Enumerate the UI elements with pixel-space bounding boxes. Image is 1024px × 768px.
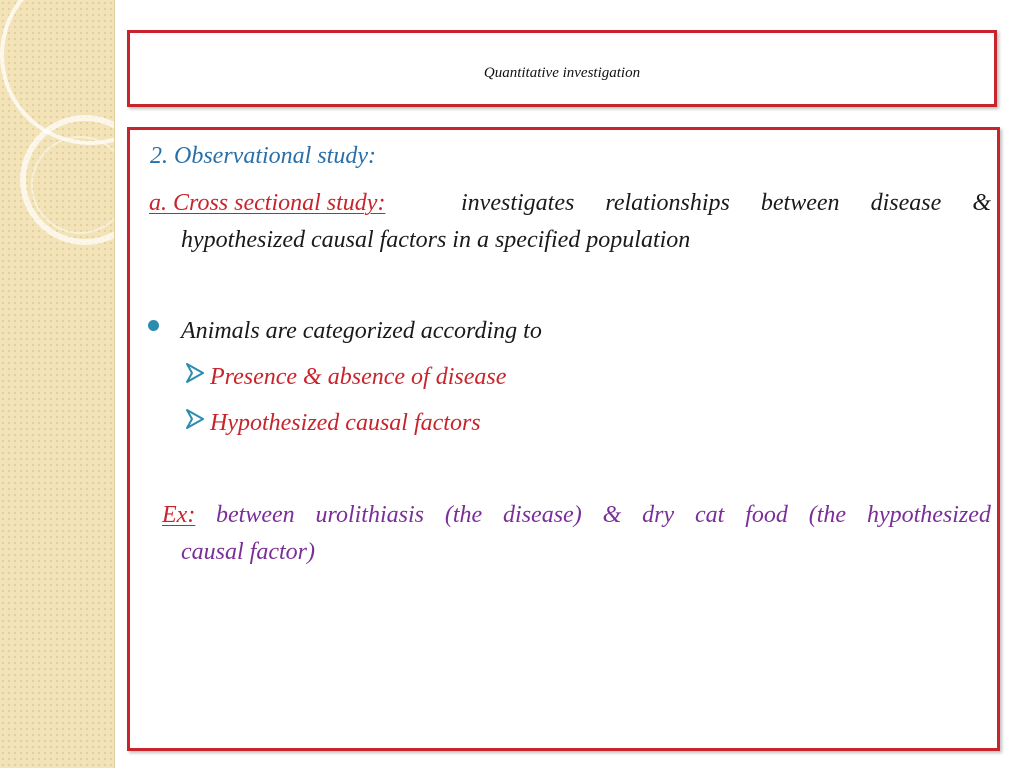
word: urolithiasis bbox=[315, 502, 424, 528]
word: dry bbox=[642, 502, 675, 528]
word: between bbox=[760, 190, 840, 216]
sub-item: Presence & absence of disease bbox=[210, 364, 507, 390]
title-box bbox=[127, 30, 997, 107]
example-line2: causal factor) bbox=[181, 539, 315, 565]
cross-sectional-line1 bbox=[461, 188, 991, 218]
word: disease) bbox=[503, 502, 582, 528]
word: hypothesized bbox=[866, 502, 991, 528]
word: relationships bbox=[605, 190, 730, 216]
sub-item: Hypothesized causal factors bbox=[210, 410, 481, 436]
arrow-bullet-icon bbox=[184, 362, 206, 384]
word: (the bbox=[808, 502, 847, 528]
word: & bbox=[972, 190, 991, 216]
bullet-dot-icon bbox=[148, 320, 159, 331]
word: between bbox=[216, 502, 295, 528]
bullet-text: Animals are categorized according to bbox=[181, 318, 542, 344]
slide-title: Quantitative investigation bbox=[483, 65, 641, 81]
section-heading: 2. Observational study: bbox=[150, 143, 376, 169]
arrow-bullet-icon bbox=[184, 408, 206, 430]
example-label: Ex: bbox=[162, 502, 196, 528]
word: (the bbox=[444, 502, 483, 528]
cross-sectional-label: a. Cross sectional study: bbox=[149, 190, 386, 216]
example-line1 bbox=[216, 500, 991, 530]
word: food bbox=[745, 502, 788, 528]
word: & bbox=[602, 502, 622, 528]
word: investigates bbox=[461, 190, 575, 216]
word: disease bbox=[870, 190, 942, 216]
cross-sectional-line2: hypothesized causal factors in a specified population bbox=[181, 227, 691, 253]
word: cat bbox=[695, 502, 725, 528]
content-box bbox=[127, 127, 1000, 751]
decorative-circles-icon bbox=[0, 0, 114, 768]
decorative-side-strip bbox=[0, 0, 115, 768]
